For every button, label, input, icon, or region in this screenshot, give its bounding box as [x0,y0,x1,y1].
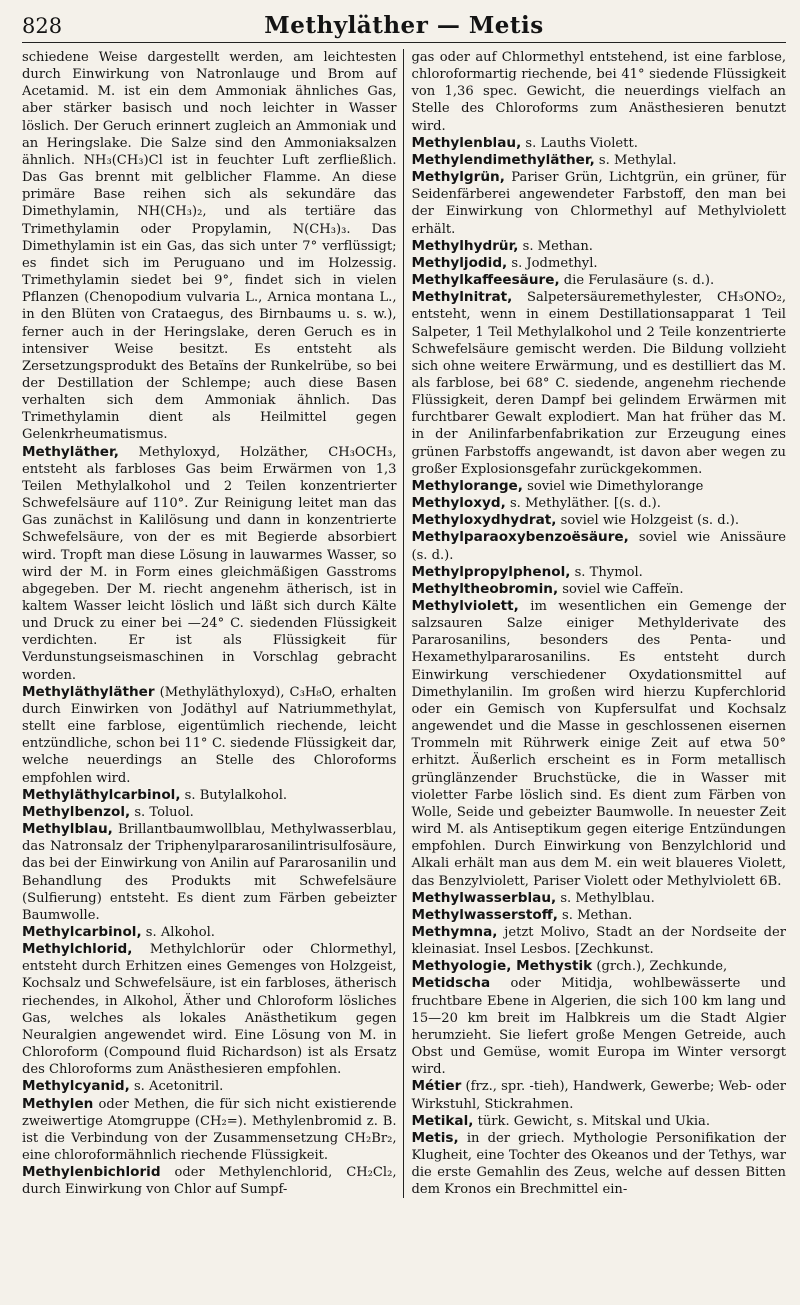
entry-headword: Metikal, [411,1112,474,1129]
entry-text: soviel wie Holzgeist (s. d.). [556,513,740,529]
entry-headword: Methylenblau, [411,134,522,151]
entry-headword: Methylbenzol, [22,803,131,820]
entry-headword: Methymna, [411,923,498,940]
entry-text: s. Methan. [557,907,633,923]
entry-text: schiedene Weise dargestellt werden, am leichtesten durch Einwirkung von Natronlauge und Brom auf Acetamid. M. ist ein dem Ammoniak ähnliches Gas, aber stärker basisch und noch leichter in Wasser löslich. Der Geruch erinnert zugleich an Ammoniak und an Heringslake. Die Salze sind den Ammoniaksalzen ähnlich. NH₃(CH₃)Cl ist in feuchter Luft zerfließlich. Das Gas brennt mit gelblicher Flamme. An diese primäre Base reihen sich als sekundäre das Dimethylamin, NH(CH₃)₂, und als tertiäre das Trimethylamin oder Propylamin, N(CH₃)₃. Das Dimethylamin ist ein Gas, das sich unter 7° verflüssigt; es findet sich im Peruguano und im Holzessig. Trimethylamin siedet bei 9°, findet sich in vielen Pflanzen (Chenopodium vulvaria L., Arnica montana L., in den Blüten von Crataegus, des Birnbaums u. s. w.), ferner auch in der Heringslake, deren Geruch es in intensiver Weise besitzt. Es entsteht als Zersetzungsprodukt des Betaïns der Runkelrübe, so bei der Destillation der Schlempe; auch diese Basen verhalten sich dem Ammoniak ähnlich. Das Trimethylamin dient als Heilmittel gegen Gelenkrheumatismus. [22,50,397,443]
entry-text: soviel wie Dimethylorange [522,478,704,494]
page-header [22,8,786,43]
dictionary-entry [411,581,786,598]
dictionary-entry [411,529,786,563]
entry-headword: Methyltheobromin, [411,580,559,597]
entry-text: s. Methan. [518,238,593,254]
dictionary-entry [411,478,786,495]
entry-text: jetzt Molivo, Stadt an der Nordseite der kleinasiat. Insel Lesbos. [Zechkunst. [411,924,786,958]
dictionary-entry [411,598,786,890]
entry-headword: Methyologie, Methystik [411,958,593,975]
entry-text: die Ferulasäure (s. d.). [559,273,715,289]
entry-text: s. Methylal. [594,152,677,168]
entry-text: s. Lauths Violett. [521,135,638,151]
column-divider [403,49,404,1198]
dictionary-entry [411,495,786,512]
dictionary-entry [411,975,786,1078]
entry-text: s. Acetonitril. [129,1079,224,1095]
entry-text: (Methyläthyloxyd), C₃H₈O, erhalten durch Einwirken von Jodäthyl auf Natriummethylat, stellt eine farblose, eigentümlich riechende, leicht entzündliche, schon bei 11° C. siedende Flüssigkeit dar, welche neuerdings an Stelle des Chloroforms empfohlen wird. [22,684,397,786]
entry-text: in der griech. Mythologie Personifikation der Klugheit, eine Tochter des Okeanos und der Tethys, war die erste Gemahlin des Zeus, welche auf dessen Bitten dem Kronos ein Brechmittel ein- [411,1130,786,1198]
entry-text: s. Thymol. [570,564,643,580]
dictionary-entry [411,907,786,924]
entry-headword: Methylchlorid, [22,941,133,958]
two-column-body [22,49,786,1198]
entry-text: Methylchlorür oder Chlormethyl, entsteht durch Erhitzen eines Gemenges von Holzgeist, Kochsalz und Schwefelsäure, ist ein farbloses, ätherisch riechendes, in Alkohol, Äther und Chloroform lösliches Gas, welches als lokales Anästhetikum gegen Neuralgien angewendet wird. Eine Lösung von M. in Chloroform (Compound fluid Richardson) ist als Ersatz des Chloroforms zum Anästhesieren empfohlen. [22,942,397,1078]
dictionary-entry [411,49,786,135]
dictionary-entry [22,941,397,1078]
entry-headword: Methylparaoxybenzoësäure, [411,529,629,546]
dictionary-entry [22,787,397,804]
entry-headword: Methylnitrat, [411,289,513,306]
dictionary-entry [411,924,786,958]
entry-text: (grch.), Zechkunde, [592,959,728,975]
left-column [22,49,403,1198]
entry-headword: Methylen [22,1095,94,1112]
dictionary-entry [411,289,786,478]
entry-headword: Methyläthylcarbinol, [22,786,181,803]
dictionary-entry [22,49,397,444]
dictionary-entry [22,924,397,941]
dictionary-entry [22,684,397,787]
entry-headword: Methyloxydhydrat, [411,512,557,529]
dictionary-entry [411,890,786,907]
entry-text: s. Toluol. [130,804,194,820]
entry-text: gas oder auf Chlormethyl entstehend, ist eine farblose, chloroformartig riechende, bei 41° siedende Flüssigkeit von 1,36 spec. Gewicht, die neuerdings vielfach an Stelle des Chloroforms zum Anästhesieren benutzt wird. [411,50,786,134]
entry-headword: Methylhydrür, [411,237,519,254]
dictionary-entry [22,1096,397,1165]
entry-headword: Métier [411,1078,462,1095]
entry-text: s. Methyläther. [(s. d.). [505,496,661,512]
entry-text: im wesentlichen ein Gemenge der salzsauren Salze einiger Methylderivate des Pararosanilins, besonders des Penta- und Hexamethylpararosanilins. Es entsteht durch Einwirkung verschiedener Oxydationsmittel auf Dimethylanilin. Im großen wird hierzu Kupferchlorid oder ein Gemisch von Kupfersulfat und Kochsalz angewendet und die Masse in geschlossenen eisernen Trommeln mit Rührwerk einige Zeit auf etwa 50° erhitzt. Äußerlich erscheint es in Form metallisch grünglänzender Bruchstücke, die in Wasser mit violetter Farbe löslich sind. Es dient zum Färben von Wolle, Seide und gebeizter Baumwolle. In neuester Zeit wird M. als Antiseptikum gegen eiterige Entzündungen empfohlen. Durch Einwirkung von Benzylchlorid und Alkali erhält man aus dem M. ein weit blaueres Violett, das Benzylviolett, Pariser Violett oder Methylviolett 6B. [411,599,786,889]
entry-headword: Methylkaffeesäure, [411,272,560,289]
entry-headword: Methylgrün, [411,169,505,186]
page-number: 828 [22,14,63,38]
entry-text: s. Methylblau. [556,890,655,906]
dictionary-entry [411,152,786,169]
dictionary-entry [22,804,397,821]
dictionary-entry [411,255,786,272]
entry-headword: Methyläther, [22,443,119,460]
entry-headword: Methyloxyd, [411,495,506,512]
dictionary-entry [22,444,397,684]
entry-text: Salpetersäuremethylester, CH₃ONO₂, entsteht, wenn in einem Destillationsapparat 1 Teil Salpeter, 1 Teil Methylalkohol und 2 Teile konzentrierte Schwefelsäure gemischt werden. Die Bildung vollzieht sich ohne weitere Erwärmung, und es destilliert das M. als farblose, bei 68° C. siedende, angenehm riechende Flüssigkeit, deren Dampf bei gelindem Erwärmen mit furchtbarer Gewalt explodiert. Man hat früher das M. in der Anilinfarbenfabrikation zur Erzeugung eines grünen Farbstoffs angewandt, ist davon aber wegen zu großer Explosionsgefahr zurückgekommen. [411,290,786,477]
entry-headword: Methylpropylphenol, [411,563,571,580]
entry-headword: Methylorange, [411,477,523,494]
dictionary-entry [411,1130,786,1199]
entry-text: türk. Gewicht, s. Mitskal und Ukia. [473,1113,711,1129]
dictionary-entry [411,169,786,238]
entry-headword: Methylblau, [22,821,113,838]
entry-text: (frz., spr. -tieh), Handwerk, Gewerbe; Web- oder Wirkstuhl, Stickrahmen. [411,1079,786,1112]
entry-text: s. Butylalkohol. [180,787,288,803]
dictionary-entry [411,512,786,529]
entry-headword: Methylenbichlorid [22,1164,161,1181]
entry-text: Methyloxyd, Holzäther, CH₃OCH₃, entsteht als farbloses Gas beim Erwärmen von 1,3 Teilen Methylalkohol und 2 Teilen konzentrierter Schwefelsäure auf 110°. Zur Reinigung leitet man das Gas zunächst in Kalilösung und dann in konzentrierte Schwefelsäure, von der es mit Begierde absorbiert wird. Tropft man diese Lösung in lauwarmes Wasser, so wird der M. in Form eines gleichmäßigen Gasstroms abgegeben. Der M. riecht angenehm ätherisch, ist in kaltem Wasser leicht löslich und läßt sich durch Kälte und Druck zu einer bei —24° C. siedenden Flüssigkeit verdichten. Er ist als Flüssigkeit für Verdunstungseismaschinen in Vorschlag gebracht worden. [22,444,397,683]
dictionary-entry [411,135,786,152]
dictionary-entry [411,564,786,581]
entry-text: Pariser Grün, Lichtgrün, ein grüner, für Seidenfärberei angewendeter Farbstoff, den man bei der Einwirkung von Chlormethyl auf Methylviolett erhält. [411,170,786,237]
entry-text: Brillantbaumwollblau, Methylwasserblau, das Natronsalz der Triphenylpararosanilintrisulfosäure, das bei der Einwirkung von Anilin auf Pararosanilin und Behandlung des Produkts mit Schwefelsäure (Sulfierung) entsteht. Es dient zum Färben gebeizter Baumwolle. [22,822,397,923]
entry-headword: Methylviolett, [411,598,519,614]
entry-text: s. Jodmethyl. [507,255,598,271]
entry-headword: Methylwasserstoff, [411,906,558,923]
right-column [409,49,786,1198]
dictionary-entry [411,1078,786,1112]
entry-text: soviel wie Caffeïn. [558,581,684,597]
dictionary-entry [411,238,786,255]
dictionary-entry [411,958,786,975]
entry-headword: Metidscha [411,975,491,992]
entry-headword: Methylwasserblau, [411,889,557,906]
entry-text: s. Alkohol. [141,924,215,940]
entry-headword: Methyläthyläther [22,683,155,700]
entry-text: oder Mitidja, wohlbewässerte und fruchtbare Ebene in Algerien, die sich 100 km lang und 15—20 km breit im Halbkreis um die Stadt Algier herumzieht. Sie liefert große Mengen Getreide, auch Obst und Gemüse, womit Europa im Winter versorgt wird. [411,976,786,1078]
dictionary-entry [22,1164,397,1198]
entry-headword: Methyljodid, [411,254,508,271]
entry-headword: Methylcyanid, [22,1078,130,1095]
entry-text: oder Methylenchlorid, CH₂Cl₂, durch Einwirkung von Chlor auf Sumpf- [22,1165,397,1198]
dictionary-entry [411,1113,786,1130]
entry-headword: Metis, [411,1129,459,1146]
entry-headword: Methylcarbinol, [22,923,142,940]
dictionary-entry [411,272,786,289]
dictionary-entry [22,821,397,924]
entry-headword: Methylendimethyläther, [411,151,595,168]
dictionary-entry [22,1078,397,1095]
running-head: Methyläther — Metis [264,12,544,39]
entry-text: oder Methen, die für sich nicht existierende zweiwertige Atomgruppe (CH₂=). Methylenbromid z. B. ist die Verbindung von der Zusammensetzung CH₂Br₂, eine chloroformähnlich riechende Flüssigkeit. [22,1096,397,1163]
entry-text: soviel wie Anissäure (s. d.). [411,530,786,563]
